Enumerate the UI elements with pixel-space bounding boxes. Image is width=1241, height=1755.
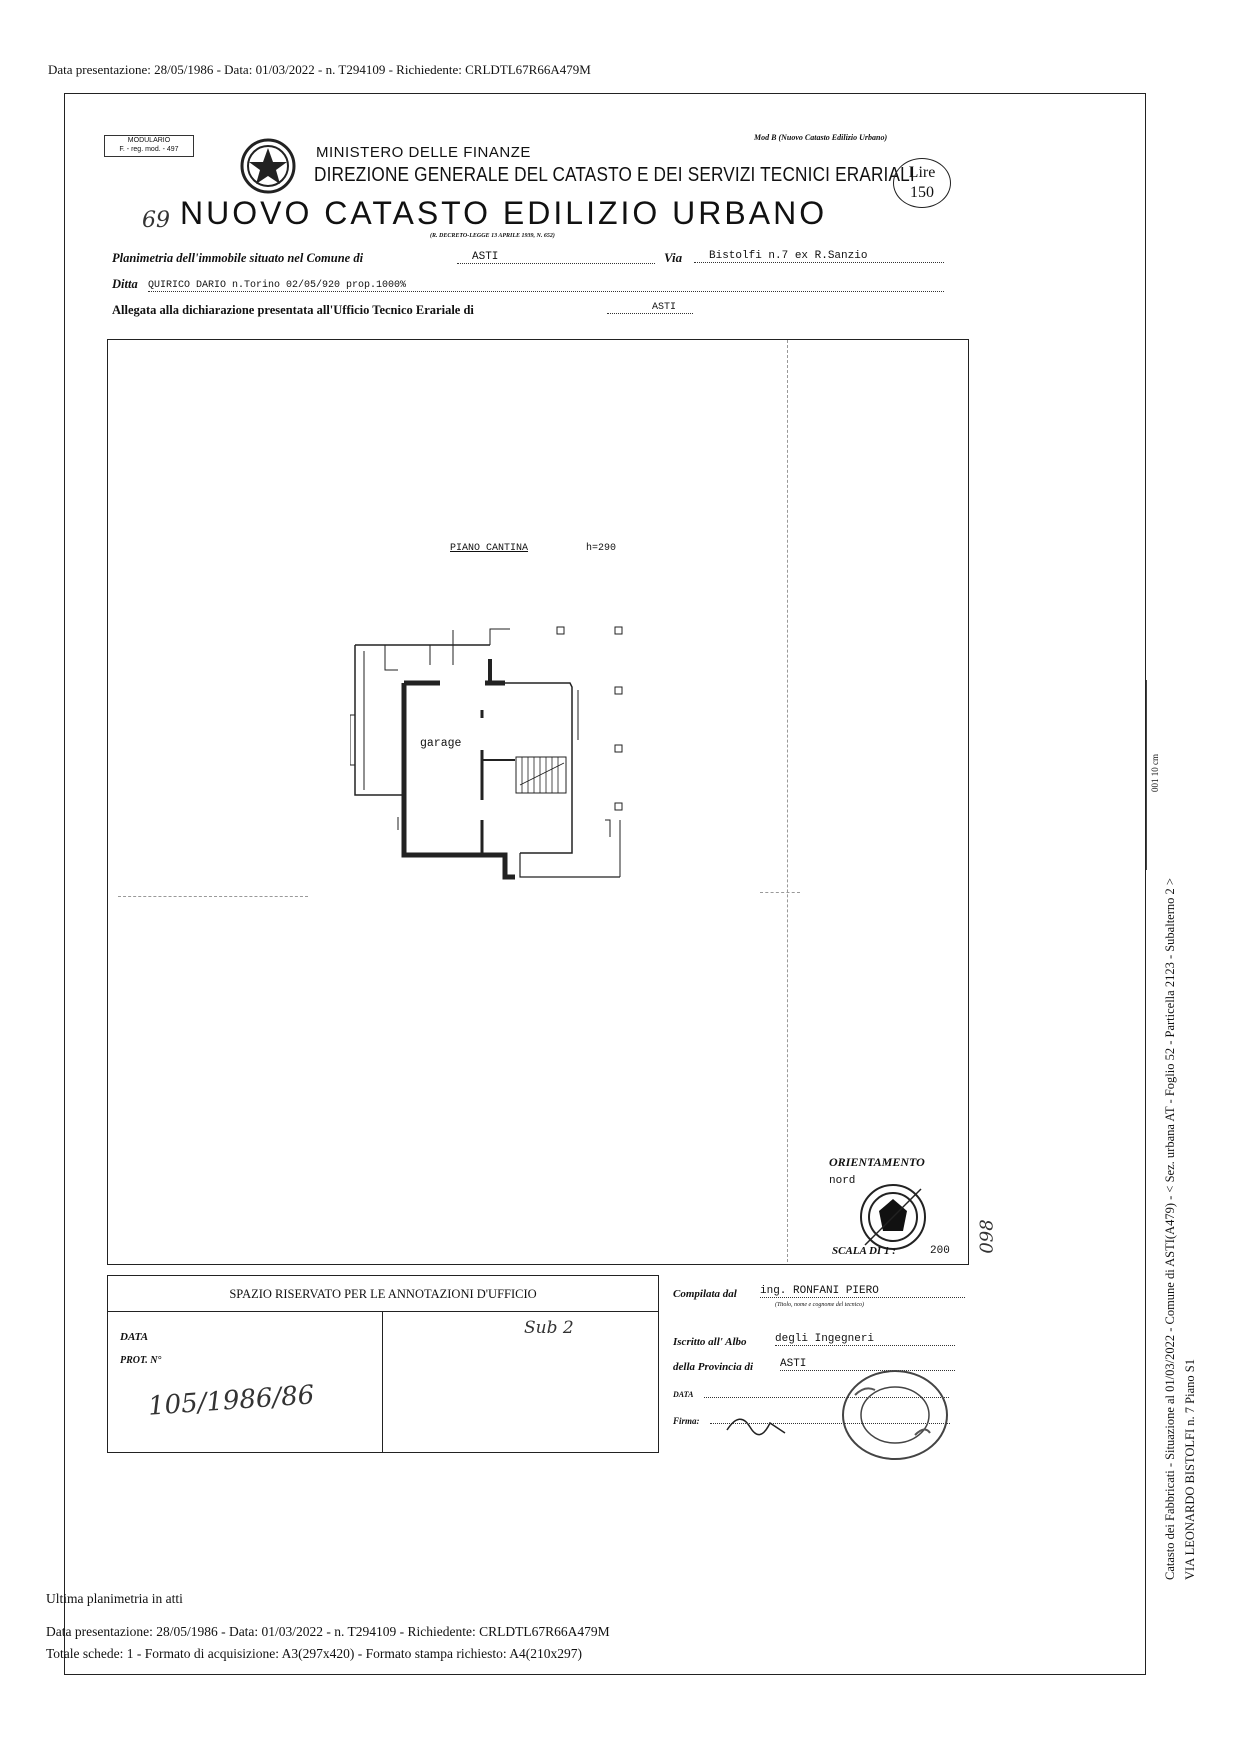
scala-value: 200 [930,1245,950,1257]
compilata-label: Compilata dal [673,1288,737,1300]
ministry: MINISTERO DELLE FINANZE [316,144,531,161]
sub-handwritten: Sub 2 [524,1318,574,1338]
lire-stamp [893,158,951,208]
modulario-line2: F. - reg. mod. - 497 [119,146,179,153]
guide-line [118,896,308,897]
guide-line [787,340,788,1262]
iscritto-value: degli Ingegneri [775,1333,955,1346]
guide-line [760,892,800,893]
orientamento-label: ORIENTAMENTO [829,1155,925,1169]
titolo-note: (Titolo, nome e cognome del tecnico) [775,1302,864,1308]
side-handwritten: 098 [976,1219,998,1254]
form-title: NUOVO CATASTO EDILIZIO URBANO [180,195,828,231]
floor-height: h=290 [586,543,617,554]
ufficio-value: ASTI [607,302,693,314]
provincia-value: ASTI [780,1358,955,1371]
scale-bar [1146,680,1147,870]
via-value: Bistolfi n.7 ex R.Sanzio [694,250,944,263]
floor-label: PIANO CANTINA [450,543,529,554]
side-text-line2: VIA LEONARDO BISTOLFI n. 7 Piano S1 [1183,1359,1197,1580]
scale-bar-label: 001 10 cm [1150,754,1160,792]
handwritten-number: 69 [142,208,170,233]
decreto: (R. DECRETO-LEGGE 13 APRILE 1939, N. 652) [430,233,555,239]
modulario-box [104,135,194,157]
nord-label: nord [829,1175,856,1187]
prot-label: PROT. N° [120,1355,162,1366]
room-label-garage: garage [420,737,462,750]
iscritto-label: Iscritto all' Albo [673,1336,747,1348]
compass-icon [857,1181,929,1253]
modulario-line1: MODULARIO [127,137,171,144]
engineer-stamp-icon [835,1365,955,1465]
comune-value: ASTI [457,251,655,264]
office-divider [108,1311,658,1312]
office-column-divider [382,1312,383,1452]
emblem-icon [238,136,298,196]
scala-label: SCALA DI 1 : [832,1245,896,1257]
header-line: Data presentazione: 28/05/1986 - Data: 01/03/2022 - n. T294109 - Richiedente: CRLDTL67R66A479M [48,62,591,77]
footer-line2: Totale schede: 1 - Formato di acquisizione: A3(297x420) - Formato stampa richiesto: A4(210x297) [46,1646,582,1661]
mod-label: Mod B (Nuovo Catasto Edilizio Urbano) [754,133,888,142]
direzione: DIREZIONE GENERALE DEL CATASTO E DEI SERVIZI TECNICI ERARIALI [314,164,915,186]
footer-ultima: Ultima planimetria in atti [46,1591,183,1606]
ditta-value: QUIRICO DARIO n.Torino 02/05/920 prop.1000% [148,280,944,292]
lire-value: 150 [910,184,934,201]
compilata-value: ing. RONFANI PIERO [760,1285,965,1298]
data-label: DATA [120,1331,149,1343]
via-label: Via [664,250,683,265]
office-title: SPAZIO RISERVATO PER LE ANNOTAZIONI D'UFFICIO [229,1287,537,1301]
allegata-label: Allegata alla dichiarazione presentata all'Ufficio Tecnico Erariale di [112,303,474,317]
firma-label: Firma: [673,1416,700,1426]
data2-label: DATA [673,1390,694,1399]
lire-label: Lire [908,164,936,181]
side-text-line1: Catasto dei Fabbricati - Situazione al 01/03/2022 - Comune di ASTI(A479) - < Sez. urbana AT - Foglio 52 - Particella 2123 - Subalterno 2 > [1163,878,1177,1580]
ditta-label: Ditta [112,277,138,291]
footer-line1: Data presentazione: 28/05/1986 - Data: 01/03/2022 - n. T294109 - Richiedente: CRLDTL67R66A479M [46,1624,610,1639]
planimetria-label: Planimetria dell'immobile situato nel Comune di [112,251,364,265]
floor-plan-drawing [350,625,640,890]
prot-handwritten: 105/1986/86 [147,1380,316,1422]
provincia-label: della Provincia di [673,1361,754,1373]
signature-icon [725,1405,795,1440]
